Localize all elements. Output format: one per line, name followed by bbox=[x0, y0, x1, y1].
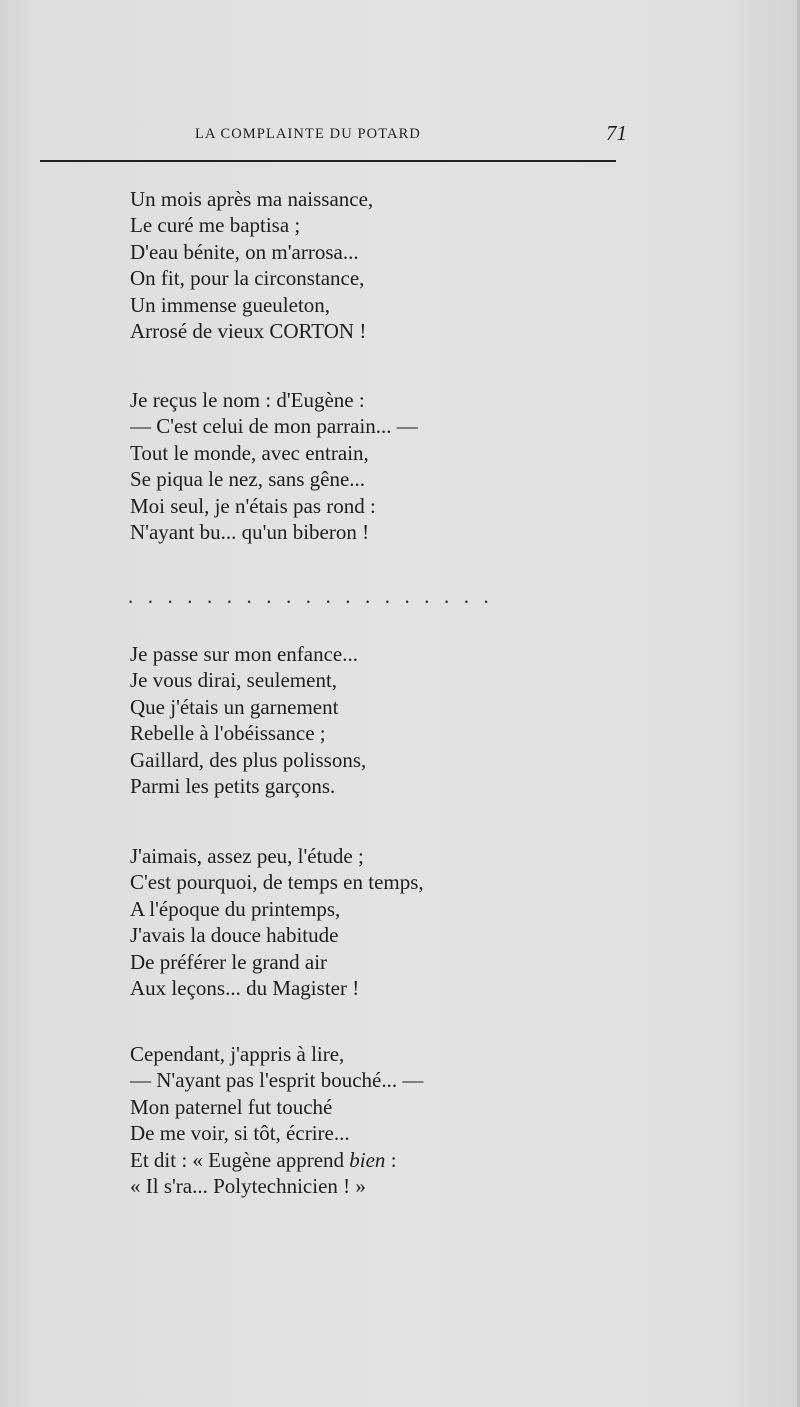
verse-line: Je vous dirai, seulement, bbox=[130, 668, 338, 693]
verse-line: N'ayant bu... qu'un biberon ! bbox=[130, 519, 370, 544]
stanza-5 bbox=[130, 1041, 423, 1199]
verse-line: Mon paternel fut touché bbox=[130, 1094, 333, 1119]
verse-line: — N'ayant pas l'esprit bouché... — bbox=[130, 1068, 424, 1093]
verse-line: Moi seul, je n'étais pas rond : bbox=[130, 493, 376, 518]
italic-word: bien bbox=[349, 1147, 386, 1172]
verse-line: C'est pourquoi, de temps en temps, bbox=[130, 870, 424, 895]
ellipsis-separator: ................... bbox=[128, 584, 504, 608]
verse-line: Tout le monde, avec entrain, bbox=[130, 440, 369, 465]
verse-line-end: : bbox=[385, 1147, 397, 1172]
verse-line: J'aimais, assez peu, l'étude ; bbox=[130, 844, 364, 868]
verse-line: D'eau bénite, on m'arrosa... bbox=[130, 239, 359, 264]
verse-line: Que j'étais un garnement bbox=[130, 694, 339, 719]
verse-line: Arrosé de vieux CORTON ! bbox=[130, 318, 367, 343]
verse-line: Aux leçons... du Magister ! bbox=[130, 975, 360, 1000]
verse-line: On fit, pour la circonstance, bbox=[130, 266, 365, 291]
stanza-3 bbox=[130, 641, 366, 799]
verse-line: Se piqua le nez, sans gêne... bbox=[130, 467, 366, 492]
verse-line: Je passe sur mon enfance... bbox=[130, 642, 359, 666]
verse-line: Je reçus le nom : d'Eugène : bbox=[130, 388, 365, 412]
verse-line: Un immense gueuleton, bbox=[130, 292, 331, 317]
verse-line: De préférer le grand air bbox=[130, 949, 328, 974]
verse-line: De me voir, si tôt, écrire... bbox=[130, 1121, 350, 1146]
header-rule bbox=[40, 160, 616, 162]
verse-line-text: Et dit : « Eugène apprend bbox=[130, 1147, 345, 1172]
verse-line: Parmi les petits garçons. bbox=[130, 773, 336, 798]
running-head: LA COMPLAINTE DU POTARD bbox=[195, 126, 421, 142]
verse-line-with-italic bbox=[130, 1147, 423, 1173]
verse-line: J'avais la douce habitude bbox=[130, 923, 339, 948]
stanza-2 bbox=[130, 387, 418, 545]
verse-line: Le curé me baptisa ; bbox=[130, 213, 301, 238]
verse-line: — C'est celui de mon parrain... — bbox=[130, 414, 418, 439]
verse-line: Rebelle à l'obéissance ; bbox=[130, 721, 326, 746]
verse-line: « Il s'ra... Polytechnicien ! » bbox=[130, 1173, 366, 1198]
verse-line: Cependant, j'appris à lire, bbox=[130, 1042, 345, 1066]
verse-line: Gaillard, des plus polissons, bbox=[130, 747, 367, 772]
verse-line: A l'époque du printemps, bbox=[130, 896, 341, 921]
stanza-1 bbox=[130, 186, 373, 344]
stanza-4 bbox=[130, 843, 424, 1001]
verse-line: Un mois après ma naissance, bbox=[130, 187, 374, 211]
page-number: 71 bbox=[606, 121, 627, 145]
